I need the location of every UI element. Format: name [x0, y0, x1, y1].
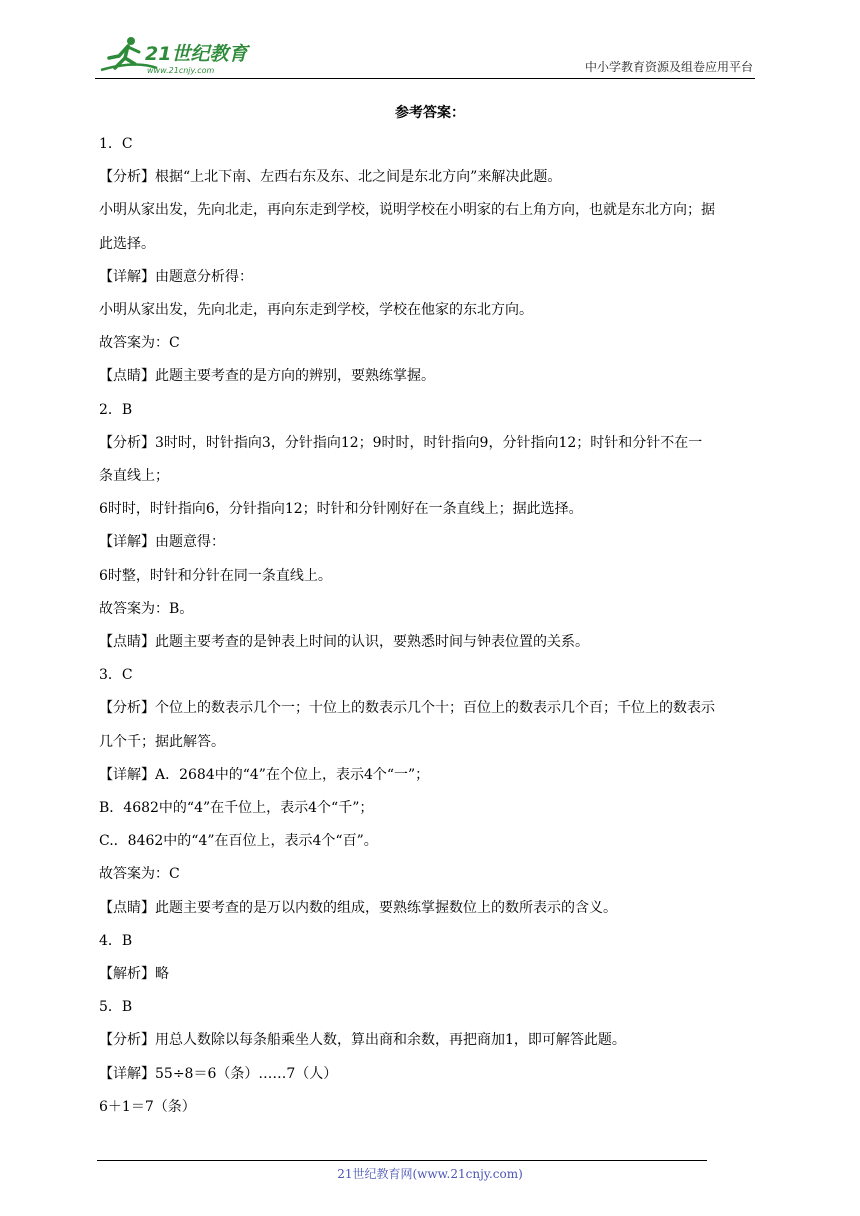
platform-name: 中小学教育资源及组卷应用平台: [584, 60, 753, 74]
text-line: 此选择。: [99, 235, 155, 252]
text-line: 【详解】55÷8＝6（条）……7（人）: [99, 1065, 338, 1082]
text-line: 【分析】用总人数除以每条船乘坐人数，算出商和余数，再把商加1，即可解答此题。: [99, 1032, 626, 1049]
text-line: 4．B: [99, 932, 133, 949]
text-line: 【点睛】此题主要考查的是方向的辨别，要熟练掌握。: [99, 368, 435, 385]
text-line: 【详解】由题意得：: [99, 534, 225, 551]
text-line: 3．C: [99, 667, 133, 684]
page-header: [95, 32, 755, 79]
page-title: 参考答案：: [395, 105, 465, 121]
answer-content: [99, 128, 765, 1124]
footer-divider: [97, 1160, 707, 1161]
text-line: 6＋1＝7（条）: [99, 1098, 196, 1115]
text-line: 1．C: [99, 136, 133, 152]
text-line: 故答案为：C: [99, 866, 180, 883]
svg-text:www.21cnjy.com: www.21cnjy.com: [147, 66, 215, 75]
text-line: 【分析】3时时，时针指向3，分针指向12；9时时，时针指向9，分针指向12；时针和分针不在一: [99, 434, 703, 451]
text-line: 6时时，时针指向6，分针指向12；时针和分针刚好在一条直线上；据此选择。: [99, 501, 583, 518]
text-line: C.．8462中的“4”在百位上，表示4个“百”。: [99, 833, 378, 850]
text-line: 2．B: [99, 401, 133, 418]
text-line: 小明从家出发，先向北走，再向东走到学校，说明学校在小明家的右上角方向，也就是东北方向；据: [99, 202, 715, 219]
text-line: B．4682中的“4”在千位上，表示4个“千”；: [99, 800, 374, 817]
text-line: 5．B: [99, 999, 133, 1016]
page-footer: 21世纪教育网(www.21cnjy.com): [337, 1167, 523, 1181]
text-line: 【点睛】此题主要考查的是万以内数的组成，要熟练掌握数位上的数所表示的含义。: [99, 899, 617, 916]
text-line: 【解析】略: [99, 966, 169, 983]
text-line: 6时整，时针和分针在同一条直线上。: [99, 567, 332, 584]
text-line: 条直线上；: [99, 468, 169, 485]
text-line: 【详解】A．2684中的“4”在个位上，表示4个“一”；: [99, 766, 430, 783]
text-line: 故答案为：B。: [99, 600, 194, 617]
text-line: 几个千；据此解答。: [99, 733, 225, 750]
svg-text:21世纪教育: 21世纪教育: [145, 43, 248, 65]
text-line: 故答案为：C: [99, 335, 180, 352]
text-line: 【分析】根据“上北下南、左西右东及东、北之间是东北方向”来解决此题。: [99, 169, 562, 186]
text-line: 【分析】个位上的数表示几个一；十位上的数表示几个十；百位上的数表示几个百；千位上的数表示: [99, 700, 715, 717]
logo: [95, 32, 265, 76]
text-line: 【详解】由题意分析得：: [99, 268, 253, 285]
text-line: 小明从家出发，先向北走，再向东走到学校，学校在他家的东北方向。: [99, 302, 533, 319]
text-line: 【点睛】此题主要考查的是钟表上时间的认识，要熟悉时间与钟表位置的关系。: [99, 634, 589, 651]
